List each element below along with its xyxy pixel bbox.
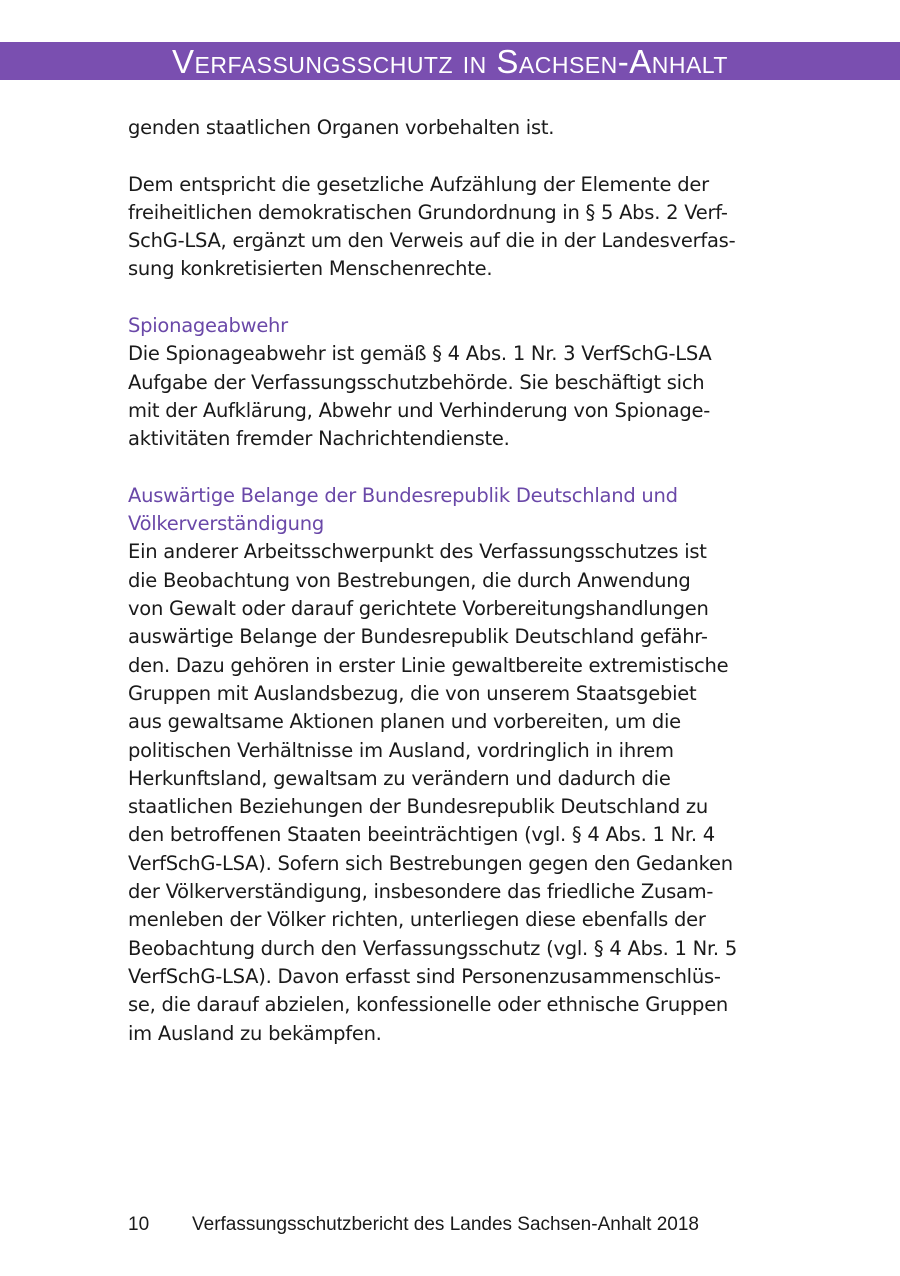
text-line: aktivitäten fremder Nachrichtendienste. <box>128 427 510 451</box>
text-line: Herkunftsland, gewaltsam zu verändern und dadurch die <box>128 766 671 790</box>
header-band <box>0 42 900 80</box>
text-line: VerfSchG-LSA). Sofern sich Bestrebungen gegen den Gedanken <box>128 851 733 875</box>
text-line: menleben der Völker richten, unterliegen diese ebenfalls der <box>128 908 706 932</box>
text-line: Die Spionageabwehr ist gemäß § 4 Abs. 1 Nr. 3 VerfSchG-LSA <box>128 342 712 366</box>
text-line: den. Dazu gehören in erster Linie gewaltbereite extremistische <box>128 653 729 677</box>
page-footer <box>128 1214 699 1236</box>
text-line: Auswärtige Belange der Bundesrepublik Deutschland und <box>128 483 678 507</box>
text-line: mit der Aufklärung, Abwehr und Verhinderung von Spionage- <box>128 398 711 422</box>
text-line: auswärtige Belange der Bundesrepublik Deutschland gefähr- <box>128 625 708 649</box>
footer-title: Verfassungsschutzbericht des Landes Sachsen-Anhalt 2018 <box>192 1214 699 1235</box>
main-content <box>128 114 788 1048</box>
text-line: Aufgabe der Verfassungsschutzbehörde. Sie beschäftigt sich <box>128 370 705 394</box>
text-line: genden staatlichen Organen vorbehalten ist. <box>128 116 555 139</box>
text-line: VerfSchG-LSA). Davon erfasst sind Personenzusammenschlüs- <box>128 964 721 988</box>
text-line: die Beobachtung von Bestrebungen, die durch Anwendung <box>128 568 691 592</box>
text-line: Ein anderer Arbeitsschwerpunkt des Verfassungsschutzes ist <box>128 540 707 564</box>
text-line: politischen Verhältnisse im Ausland, vordringlich in ihrem <box>128 738 674 762</box>
text-line: Völkerverständigung <box>128 512 324 536</box>
paragraph-gap <box>128 142 788 170</box>
text-line: sung konkretisierten Menschenrechte. <box>128 257 493 281</box>
section-heading-auswaertige-belange <box>128 482 788 539</box>
paragraph-continuation <box>128 114 788 142</box>
text-line: se, die darauf abzielen, konfessionelle oder ethnische Gruppen <box>128 993 729 1017</box>
page-header-title: Verfassungsschutz in Sachsen-Anhalt <box>172 43 728 80</box>
section-body-auswaertige-belange <box>128 538 788 1047</box>
text-line: den betroffenen Staaten beeinträchtigen (vgl. § 4 Abs. 1 Nr. 4 <box>128 823 715 847</box>
section-heading-spionage <box>128 312 788 340</box>
text-line: im Ausland zu bekämpfen. <box>128 1021 382 1045</box>
paragraph-fdgo <box>128 171 788 284</box>
text-line: Dem entspricht die gesetzliche Aufzählung der Elemente der <box>128 172 709 196</box>
paragraph-gap <box>128 284 788 312</box>
text-line: Spionageabwehr <box>128 314 288 338</box>
text-line: staatlichen Beziehungen der Bundesrepublik Deutschland zu <box>128 795 709 819</box>
text-line: aus gewaltsame Aktionen planen und vorbereiten, um die <box>128 710 681 734</box>
page-number: 10 <box>128 1214 150 1235</box>
text-line: Gruppen mit Auslandsbezug, die von unserem Staatsgebiet <box>128 681 697 705</box>
text-line: freiheitlichen demokratischen Grundordnung in § 5 Abs. 2 Verf- <box>128 200 728 224</box>
text-line: Beobachtung durch den Verfassungsschutz (vgl. § 4 Abs. 1 Nr. 5 <box>128 936 737 960</box>
section-body-spionage <box>128 340 788 453</box>
text-line: der Völkerverständigung, insbesondere das friedliche Zusam- <box>128 880 714 904</box>
text-line: von Gewalt oder darauf gerichtete Vorbereitungshandlungen <box>128 597 709 621</box>
paragraph-gap <box>128 454 788 482</box>
text-line: SchG-LSA, ergänzt um den Verweis auf die in der Landesverfas- <box>128 229 736 253</box>
